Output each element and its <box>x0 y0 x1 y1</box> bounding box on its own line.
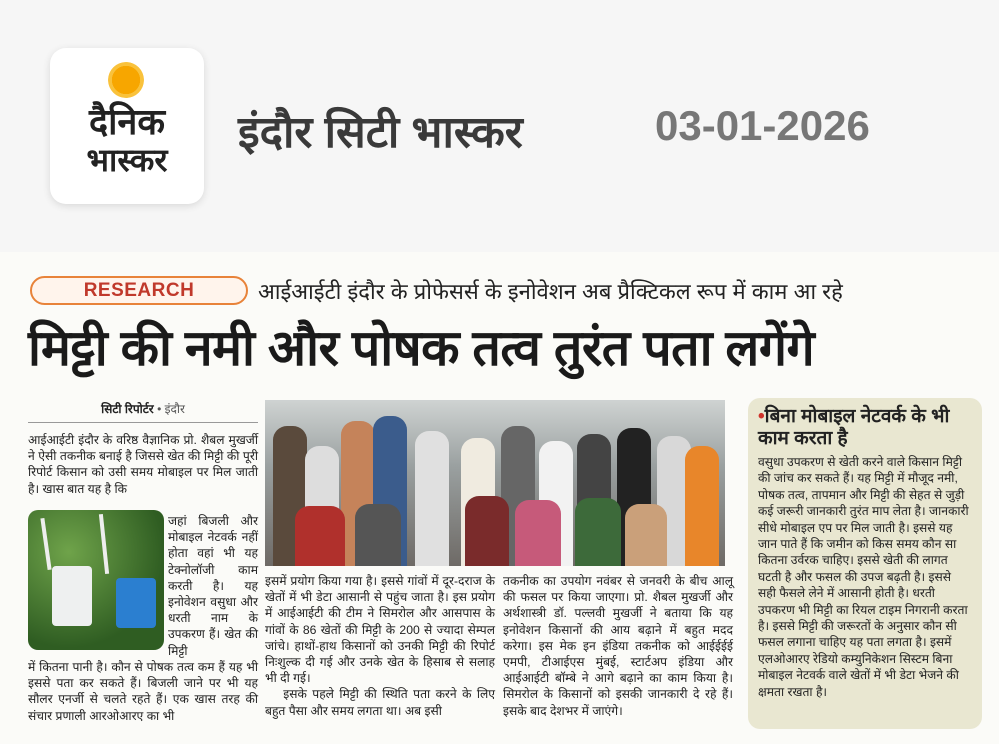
col1-side: जहां बिजली और मोबाइल नेटवर्क नहीं होता वहां भी यह टेक्नोलॉजी काम करती है। यह इनोवेशन वसुधा और धरती नाम के उपकरण हैं। खेत की मिट्टी <box>168 514 258 658</box>
logo-line2: भास्कर <box>86 142 168 178</box>
col1-bottom: में कितना पानी है। कौन से पोषक तत्व कम हैं यह भी इससे पता कर सकते हैं। बिजली जाने पर भी यह सौलर एनर्जी से चलते रहते हैं। एक खास तरह की संचार प्रणाली आरओआरए का भी <box>28 660 258 723</box>
sidebar-body: वसुधा उपकरण से खेती करने वाले किसान मिट्टी की जांच कर सकते हैं। यह मिट्टी में मौजूद नमी, पोषक तत्व, तापमान और मिट्टी की सेहत से जुड़ी कई जरूरी जानकारी तुरंत माप लेता है। जानकारी सीधे मोबाइल एप पर मिल जाती है। इससे यह जान पाते हैं कि जमीन को किस समय कौन सा कितना उर्वरक चाहिए। इससे खेती की लागत घटती है और फसल की उपज बढ़ती है। इससे सही फैसले लेने में आसानी होती है। धरती उपकरण भी मिट्टी का रियल टाइम निगरानी करता है। इससे मिट्टी की जरूरतों के अनुसार कौन सी फसल लगाना चाहिए यह पता लगता है। इसमें एलओआरए रेडियो कम्युनिकेशन सिस्टम बिना मोबाइल नेटवर्क वाले खेतों में भी डेटा भेजने की क्षमता रखता है। <box>758 455 969 699</box>
reporter: सिटी रिपोर्टर <box>101 402 154 416</box>
logo-line1: दैनिक <box>88 101 166 142</box>
device-photo <box>28 510 164 650</box>
col3: तकनीक का उपयोग नवंबर से जनवरी के बीच आलू की फसल पर किया जाएगा। प्रो. शैबल मुखर्जी और अर्थशास्त्री डॉ. पल्लवी मुखर्जी ने बताया कि यह इनोवेशन किसानों की आय बढ़ाने में बहुत मदद करेगा। इस मेक इन इंडिया तकनीक को आईईईई एमपी, टीआईएस मुंबई, स्टार्टअप इंडिया और आईआईटी बॉम्बे ने आगे बढ़ाने का काम किया है। सिमरोल के किसानों को इसकी जानकारी दे रहे हैं। इसके बाद देशभर में जाएंगे। <box>503 574 733 718</box>
group-photo <box>265 400 725 566</box>
sun-icon <box>108 62 144 98</box>
kicker: आईआईटी इंदौर के प्रोफेसर्स के इनोवेशन अब प्रैक्टिकल रूप में काम आ रहे <box>258 279 843 304</box>
research-tag: RESEARCH <box>30 276 248 305</box>
byline <box>28 400 258 417</box>
sidebar-heading: •बिना मोबाइल नेटवर्क के भी काम करता है <box>758 406 950 449</box>
bullet-icon: • <box>758 406 765 427</box>
edition-title: इंदौर सिटी भास्कर <box>238 108 523 157</box>
headline: मिट्टी की नमी और पोषक तत्व तुरंत पता लगेंगे <box>28 320 815 376</box>
dainik-bhaskar-logo <box>50 48 204 204</box>
edition-date: 03-01-2026 <box>655 102 870 149</box>
location: • इंदौर <box>157 402 185 416</box>
col2 <box>265 573 495 719</box>
col2-para1: इसमें प्रयोग किया गया है। इससे गांवों में दूर-दराज के खेतों में भी डेटा आसानी से पहुंच जाता है। इस प्रयोग में आईआईटी की टीम ने सिमरोल और आसपास के गांवों के 86 खेतों की मिट्टी के 200 से ज्यादा सेम्पल जांचे। हाथों-हाथ किसानों को उनकी मिट्टी की रिपोर्ट निःशुल्क दी गई और उनके खेत के हिसाब से सलाह भी दी गई। <box>265 574 495 686</box>
col1-top: आईआईटी इंदौर के वरिष्ठ वैज्ञानिक प्रो. शैबल मुखर्जी ने ऐसी तकनीक बनाई है जिससे खेत की मिट्टी की पूरी रिपोर्ट किसान को उसी समय मोबाइल पर मिल जाती है। खास बात यह है कि <box>28 433 258 496</box>
col2-para2: इसके पहले मिट्टी की स्थिति पता करने के लिए बहुत पैसा और समय लगता था। अब इसी <box>265 687 495 718</box>
divider <box>28 422 258 423</box>
sidebar-box <box>748 398 982 729</box>
